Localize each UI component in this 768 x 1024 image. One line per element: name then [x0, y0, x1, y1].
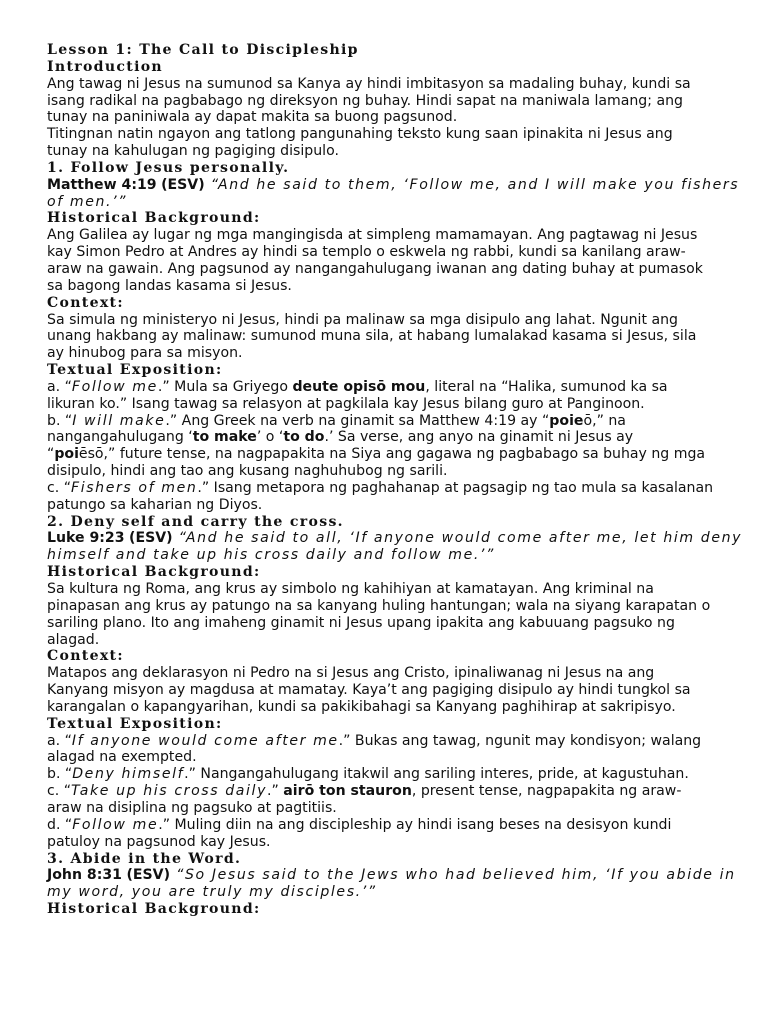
paragraph-line: pinapasan ang krus ay patungo na sa kanyang huling hantungan; wala na siyang karapatan o — [47, 597, 711, 614]
paragraph-line: Kanyang misyon ay magdusa at mamatay. Kaya’t ang pagiging disipulo ay hindi tungkol sa — [47, 682, 691, 699]
document-page — [47, 42, 743, 918]
context-heading: Context: — [47, 648, 124, 665]
lesson-title: Lesson 1: The Call to Discipleship — [47, 42, 359, 58]
paragraph-line: Matapos ang deklarasyon ni Pedro na si Jesus ang Cristo, ipinaliwanag ni Jesus na ang — [47, 665, 655, 682]
paragraph-line: disipulo, hindi ang tao ang kusang naghuhubog ng sarili. — [47, 463, 448, 480]
paragraph-line: tunay na kahulugan ng pagiging disipulo. — [47, 143, 339, 160]
text-run: “ — [47, 446, 55, 463]
greek-term: airō ton stauron — [283, 783, 412, 800]
section-heading: 1. Follow Jesus personally. — [47, 159, 290, 176]
paragraph-line — [47, 429, 727, 446]
paragraph-line: patuloy na pagsunod kay Jesus. — [47, 833, 271, 850]
text-run: .” Nangangahulugang itakwil ang sariling interes, pride, at kagustuhan. — [184, 766, 689, 783]
exposition-item-c — [47, 480, 727, 497]
paragraph-line: araw na gawain. Ang pagsunod ay nangangahulugang iwanan ang dating buhay at pumasok — [47, 260, 703, 277]
paragraph-line: ay hinubog para sa misyon. — [47, 345, 243, 362]
verse-text: my word, you are truly my disciples.’” — [47, 884, 377, 901]
verse-version: (ESV) — [161, 176, 205, 193]
exposition-item-b — [47, 413, 727, 430]
verse-reference: John 8:31 — [47, 867, 122, 884]
text-run: , present tense, nagpapakita ng araw- — [411, 783, 682, 800]
text-run: .” Mula sa Griyego — [157, 378, 293, 395]
verse-text: himself and take up his cross daily and follow me.’” — [47, 547, 495, 564]
italic-phrase: Take up his cross daily — [71, 783, 268, 800]
paragraph-line: Sa simula ng ministeryo ni Jesus, hindi pa malinaw sa mga disipulo ang lahat. Ngunit ang — [47, 311, 678, 328]
text-run: .” Isang metapora ng paghahanap at pagsagip ng tao mula sa kasalanan — [197, 479, 714, 496]
paragraph-line: Titingnan natin ngayon ang tatlong pangunahing teksto kung saan ipinakita ni Jesus ang — [47, 126, 673, 143]
text-run: c. “ — [47, 479, 72, 496]
text-run: b. “ — [47, 412, 73, 429]
paragraph-line: tunay na paniniwala ay dapat makita sa buong pagsunod. — [47, 109, 458, 126]
text-run: .’ Sa verse, ang anyo na ginamit ni Jesus ay — [324, 429, 634, 446]
verse-version: (ESV) — [126, 867, 171, 884]
exposition-item-c — [47, 783, 727, 800]
greek-term: deute opisō mou — [292, 378, 426, 395]
verse-line — [47, 176, 740, 194]
greek-term: poi — [54, 446, 79, 463]
introduction-heading: Introduction — [47, 58, 163, 75]
text-run: c. “ — [47, 783, 72, 800]
verse-line — [47, 867, 736, 884]
paragraph-line: unang hakbang ay malinaw: sumunod muna sila, at habang lumalakad kasama si Jesus, sila — [47, 328, 697, 345]
text-run: b. “ — [47, 766, 73, 783]
exposition-item-a — [47, 733, 727, 750]
text-run: .” — [267, 783, 284, 800]
historical-background-heading: Historical Background: — [47, 564, 261, 581]
greek-term: poie — [549, 412, 584, 429]
verse-text: “And he said to them, ‘Follow me, and I will make you fishers — [204, 176, 740, 193]
text-run: .” Ang Greek na verb na ginamit sa Matthew 4:19 ay “ — [165, 412, 550, 429]
paragraph-line: patungo sa kaharian ng Diyos. — [47, 496, 263, 513]
historical-background-heading: Historical Background: — [47, 901, 261, 918]
bold-term: to do — [283, 429, 325, 446]
verse-text: “And he said to all, ‘If anyone would come after me, let him deny — [172, 530, 743, 547]
section-heading: 2. Deny self and carry the cross. — [47, 513, 344, 530]
italic-phrase: Fishers of men — [71, 479, 198, 496]
text-run: a. “ — [47, 378, 72, 395]
paragraph-line: Ang Galilea ay lugar ng mga mangingisda at simpleng mamamayan. Ang pagtawag ni Jesus — [47, 227, 698, 244]
verse-reference: Luke 9:23 — [47, 530, 125, 547]
paragraph-line: alagad na exempted. — [47, 749, 197, 766]
context-heading: Context: — [47, 294, 124, 311]
text-run: ō,” na — [583, 412, 626, 429]
text-run: ēsō,” future tense, na nagpapakita na Siya ang gagawa ng pagbabago sa buhay ng mga — [78, 446, 706, 463]
bold-term: to make — [192, 429, 257, 446]
section-heading: 3. Abide in the Word. — [47, 850, 242, 867]
paragraph-line: likuran ko.” Isang tawag sa relasyon at pagkilala kay Jesus bilang guro at Panginoon. — [47, 395, 645, 412]
verse-version: (ESV) — [129, 530, 173, 547]
verse-line — [47, 530, 743, 547]
text-run: d. “ — [47, 816, 73, 833]
exposition-item-a — [47, 379, 727, 396]
italic-phrase: I will make — [72, 412, 166, 429]
verse-reference: Matthew 4:19 — [47, 176, 157, 193]
exposition-item-d — [47, 817, 727, 834]
text-run: .” Muling diin na ang discipleship ay hindi isang beses na desisyon kundi — [158, 816, 672, 833]
paragraph-line: Ang tawag ni Jesus na sumunod sa Kanya ay hindi imbitasyon sa madaling buhay, kundi sa — [47, 75, 691, 92]
italic-phrase: Deny himself — [72, 766, 185, 783]
text-run: , literal na “Halika, sumunod ka sa — [425, 378, 668, 395]
paragraph-line: karangalan o kapangyarihan, kundi sa pakikibahagi sa Kanyang paghihirap at sakripisyo. — [47, 698, 676, 715]
paragraph-line: araw na disiplina ng pagsuko at pagtitiis. — [47, 799, 337, 816]
historical-background-heading: Historical Background: — [47, 210, 261, 227]
paragraph-line: isang radikal na pagbabago ng direksyon ng buhay. Hindi sapat na maniwala lamang; ang — [47, 92, 683, 109]
text-run: nangangahulugang ‘ — [47, 429, 193, 446]
verse-text: “So Jesus said to the Jews who had believed him, ‘If you abide in — [170, 867, 736, 884]
textual-exposition-heading: Textual Exposition: — [47, 362, 223, 379]
text-run: a. “ — [47, 732, 72, 749]
italic-phrase: Follow me — [72, 816, 159, 833]
paragraph-line: sariling plano. Ito ang imaheng ginamit ni Jesus upang ipakita ang kabuuang pagsuko ng — [47, 614, 675, 631]
paragraph-line — [47, 446, 727, 463]
text-run: ’ o ‘ — [256, 429, 284, 446]
paragraph-line: sa bagong landas kasama si Jesus. — [47, 277, 292, 294]
italic-phrase: Follow me — [71, 378, 158, 395]
paragraph-line: alagad. — [47, 631, 100, 648]
italic-phrase: If anyone would come after me — [71, 732, 339, 749]
text-run: .” Bukas ang tawag, ngunit may kondisyon; walang — [338, 732, 702, 749]
verse-text: of men.’” — [47, 193, 128, 210]
paragraph-line: kay Simon Pedro at Andres ay hindi sa templo o eskwela ng rabbi, kundi sa kanilang araw- — [47, 244, 686, 261]
exposition-item-b — [47, 766, 727, 783]
paragraph-line: Sa kultura ng Roma, ang krus ay simbolo ng kahihiyan at kamatayan. Ang kriminal na — [47, 581, 654, 597]
textual-exposition-heading: Textual Exposition: — [47, 715, 223, 732]
